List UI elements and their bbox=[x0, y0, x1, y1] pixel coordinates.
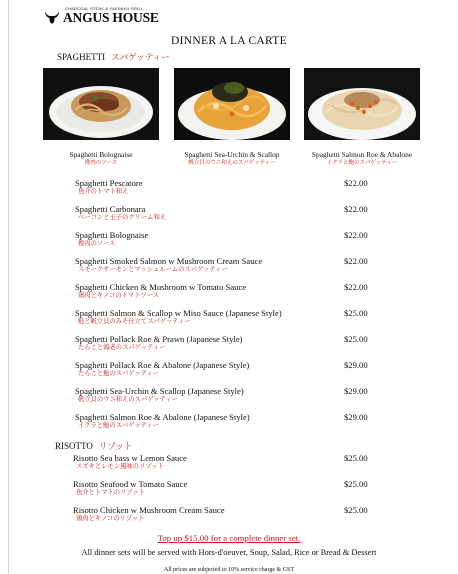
menu-item-price: $29.00 bbox=[344, 386, 368, 396]
menu-item bbox=[75, 204, 375, 226]
menu-item bbox=[75, 412, 375, 434]
menu-item-price: $25.00 bbox=[344, 479, 368, 489]
menu-item-name-jp: 鮭と帆立貝のみそ仕立てスパゲッティー bbox=[78, 318, 191, 325]
featured-name-jp: イクラと鮑のスパゲッティー bbox=[326, 160, 398, 166]
risotto-section-heading bbox=[55, 440, 132, 452]
dinner-set-note: All dinner sets will be served with Hors-d'oeuver, Soup, Salad, Rice or Bread & Dessert bbox=[81, 548, 377, 557]
featured-caption bbox=[292, 150, 432, 167]
menu-item-price: $22.00 bbox=[344, 178, 368, 188]
menu-item-name-jp: 帆立貝のウニ和えのスパゲッティー bbox=[78, 396, 178, 403]
featured-name: Spaghetti Bolognaise bbox=[69, 150, 133, 159]
menu-item bbox=[75, 282, 375, 304]
menu-item-name-jp: 魚介とトマトのリゾット bbox=[76, 489, 145, 496]
menu-item-name: Spaghetti Salmon Roe & Abalone (Japanese Style) bbox=[75, 412, 250, 422]
menu-item-name: Spaghetti Smoked Salmon w Mushroom Cream Sauce bbox=[75, 256, 263, 266]
featured-caption bbox=[31, 150, 171, 167]
menu-item bbox=[75, 256, 375, 278]
menu-item bbox=[73, 479, 373, 501]
featured-name: Spaghetti Sea-Urchin & Scallop bbox=[184, 150, 280, 159]
menu-item-name: Spaghetti Sea-Urchin & Scallop (Japanese Style) bbox=[75, 386, 244, 396]
menu-item bbox=[75, 360, 375, 382]
logo-name: ANGUS HOUSE bbox=[63, 10, 159, 25]
menu-item bbox=[75, 308, 375, 330]
section-label: SPAGHETTI bbox=[57, 52, 106, 62]
menu-item-name-jp: スモークサーモンとマッシュルームのスパゲッティー bbox=[78, 266, 228, 273]
menu-item-name: Spaghetti Pollack Roe & Prawn (Japanese Style) bbox=[75, 334, 243, 344]
photo-spaghetti-bolognaise bbox=[43, 68, 159, 140]
dinner-set-promo: Top up $15.00 for a complete dinner set. bbox=[157, 533, 301, 543]
service-charge-note: All prices are subjected to 10% service charge & GST bbox=[163, 567, 294, 573]
menu-item-name: Spaghetti Chicken & Mushroom w Tomato Sauce bbox=[75, 282, 247, 292]
menu-item bbox=[73, 505, 373, 527]
restaurant-logo bbox=[44, 6, 184, 26]
featured-name: Spaghetti Salmon Roe & Abalone bbox=[311, 150, 413, 159]
menu-item-name: Risotto Chicken w Mushroom Cream Sauce bbox=[73, 505, 225, 515]
spaghetti-section-heading bbox=[57, 51, 170, 63]
menu-item bbox=[75, 230, 375, 252]
menu-item-name: Spaghetti Bolognaise bbox=[75, 230, 149, 240]
menu-item-name: Spaghetti Pollack Roe & Abalone (Japanese Style) bbox=[75, 360, 250, 370]
menu-item-price: $29.00 bbox=[344, 360, 368, 370]
menu-item-price: $22.00 bbox=[344, 204, 368, 214]
section-label-jp: リゾット bbox=[98, 442, 133, 452]
menu-item-price: $22.00 bbox=[344, 256, 368, 266]
menu-item-price: $25.00 bbox=[344, 453, 368, 463]
menu-item-name-jp: たらこと海老のスパゲッティー bbox=[78, 344, 166, 351]
bull-horns-icon bbox=[44, 10, 60, 25]
menu-item-name: Spaghetti Carbonara bbox=[75, 204, 146, 214]
menu-item-name: Risotto Sea bass w Lemon Sauce bbox=[73, 453, 187, 463]
featured-caption bbox=[162, 150, 302, 167]
menu-item-name: Spaghetti Salmon & Scallop w Miso Sauce (Japanese Style) bbox=[75, 308, 282, 318]
menu-item-name-jp: イクラと鮑のスパゲッティー bbox=[78, 422, 159, 429]
section-label: RISOTTO bbox=[55, 441, 93, 451]
menu-item-name-jp: 魚介のトマト和え bbox=[78, 188, 129, 195]
menu-item-price: $25.00 bbox=[344, 334, 368, 344]
menu-item-name-jp: たらこと鮑のスパゲッティー bbox=[78, 370, 160, 377]
menu-title: DINNER A LA CARTE bbox=[171, 35, 287, 47]
menu-item-price: $22.00 bbox=[344, 282, 368, 292]
menu-item-name: Spaghetti Pescatore bbox=[75, 178, 143, 188]
menu-item-price: $29.00 bbox=[344, 412, 368, 422]
photo-spaghetti-salmon-roe-abalone bbox=[304, 68, 420, 140]
menu-item bbox=[73, 453, 373, 475]
menu-item-price: $25.00 bbox=[344, 308, 368, 318]
featured-name-jp: 帆立貝のウニ和えのスパゲッティー bbox=[188, 160, 276, 166]
photo-spaghetti-sea-urchin-scallop bbox=[174, 68, 290, 140]
featured-name-jp: 挽肉のソース bbox=[84, 160, 118, 166]
menu-item-price: $22.00 bbox=[344, 230, 368, 240]
menu-item bbox=[75, 178, 375, 200]
menu-item-name-jp: 挽肉のソース bbox=[78, 240, 116, 247]
menu-item-price: $25.00 bbox=[344, 505, 368, 515]
logo-tagline: CHARCOAL STEAK & YAKINIKU GRILL bbox=[65, 6, 144, 11]
menu-item-name-jp: 鶏肉とキノコのリゾット bbox=[76, 515, 145, 522]
menu-item-name: Risotto Seafood w Tomato Sauce bbox=[73, 479, 188, 489]
menu-item-name-jp: ベーコンと玉子のクリーム和え bbox=[78, 214, 167, 221]
menu-item bbox=[75, 386, 375, 408]
section-label-jp: スパゲッティー bbox=[111, 53, 170, 63]
menu-item bbox=[75, 334, 375, 356]
menu-item-name-jp: スズキとレモン風味のリゾット bbox=[76, 463, 164, 470]
menu-item-name-jp: 鶏肉とキノコのトマトソース bbox=[78, 292, 160, 299]
